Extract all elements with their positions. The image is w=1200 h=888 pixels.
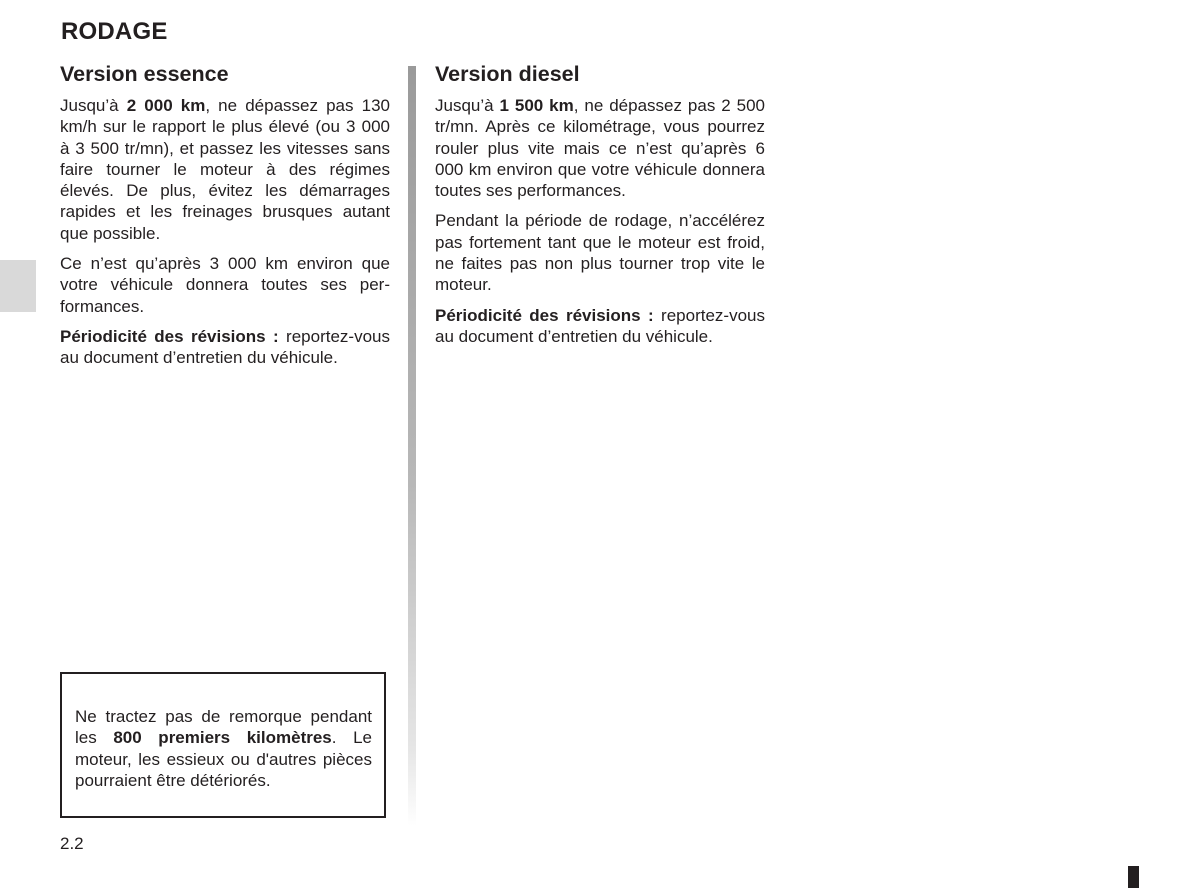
page-edge-mark bbox=[1128, 866, 1139, 888]
text: reportez-vous au document d’entretien du véhicule. bbox=[435, 305, 765, 346]
paragraph-essence-performances: Ce n’est qu’après 3 000 km environ que votre véhicule donnera toutes ses performances. bbox=[60, 254, 390, 316]
paragraph-diesel-rodage bbox=[435, 95, 765, 201]
heading-version-essence: Version essence bbox=[60, 62, 229, 86]
bold-distance: 1 500 km bbox=[499, 96, 574, 115]
text: Ne tractez pas de remorque pendant les bbox=[75, 707, 372, 748]
column-diesel bbox=[435, 60, 765, 356]
paragraph-diesel-revisions bbox=[435, 305, 765, 348]
page-number: 2.2 bbox=[60, 834, 84, 853]
paragraph-diesel-acceleration: Pendant la période de rodage, n’accélérez pas fortement tant que le moteur est froid, ne faites pas non plus tourner trop vite le moteur. bbox=[435, 211, 765, 295]
text: . Le moteur, les essieux ou d'autres pièces pourraient être détériorés. bbox=[75, 728, 372, 790]
text: , ne dépassez pas 130 km/h sur le rapport le plus élevé (ou 3 000 à 3 500 tr/mn), et passez les vitesses sans faire tourner le moteur à des régimes élevés. De plus, évitez les démarrages rapides et les freinages brusques autant que possible. bbox=[60, 96, 390, 243]
text: Jusqu’à bbox=[60, 96, 127, 115]
heading-version-diesel: Version diesel bbox=[435, 62, 580, 86]
text: reportez-vous au document d’entretien du véhicule. bbox=[60, 326, 390, 368]
column-essence bbox=[60, 60, 390, 378]
text: Jusqu’à bbox=[435, 96, 500, 115]
bold-revisions-label: Périodicité des révisions : bbox=[60, 326, 279, 346]
paragraph-essence-rodage bbox=[60, 95, 390, 244]
warning-text bbox=[75, 706, 372, 791]
section-tab-marker bbox=[0, 260, 36, 312]
paragraph-essence-revisions bbox=[60, 326, 390, 369]
text: , ne dépassez pas 2 500 tr/mn. Après ce kilométrage, vous pourrez rouler plus vite mais ce n’est qu’après 6 000 km environ que votre véhicule donnera toutes ses performances. bbox=[435, 96, 765, 201]
bold-revisions-label: Périodicité des révisions : bbox=[435, 305, 654, 325]
column-divider bbox=[408, 66, 416, 826]
page-title: RODAGE bbox=[61, 18, 168, 45]
bold-distance: 2 000 km bbox=[126, 96, 206, 115]
bold-warning-distance: 800 premiers kilomètres bbox=[113, 728, 332, 748]
warning-box bbox=[60, 672, 386, 818]
